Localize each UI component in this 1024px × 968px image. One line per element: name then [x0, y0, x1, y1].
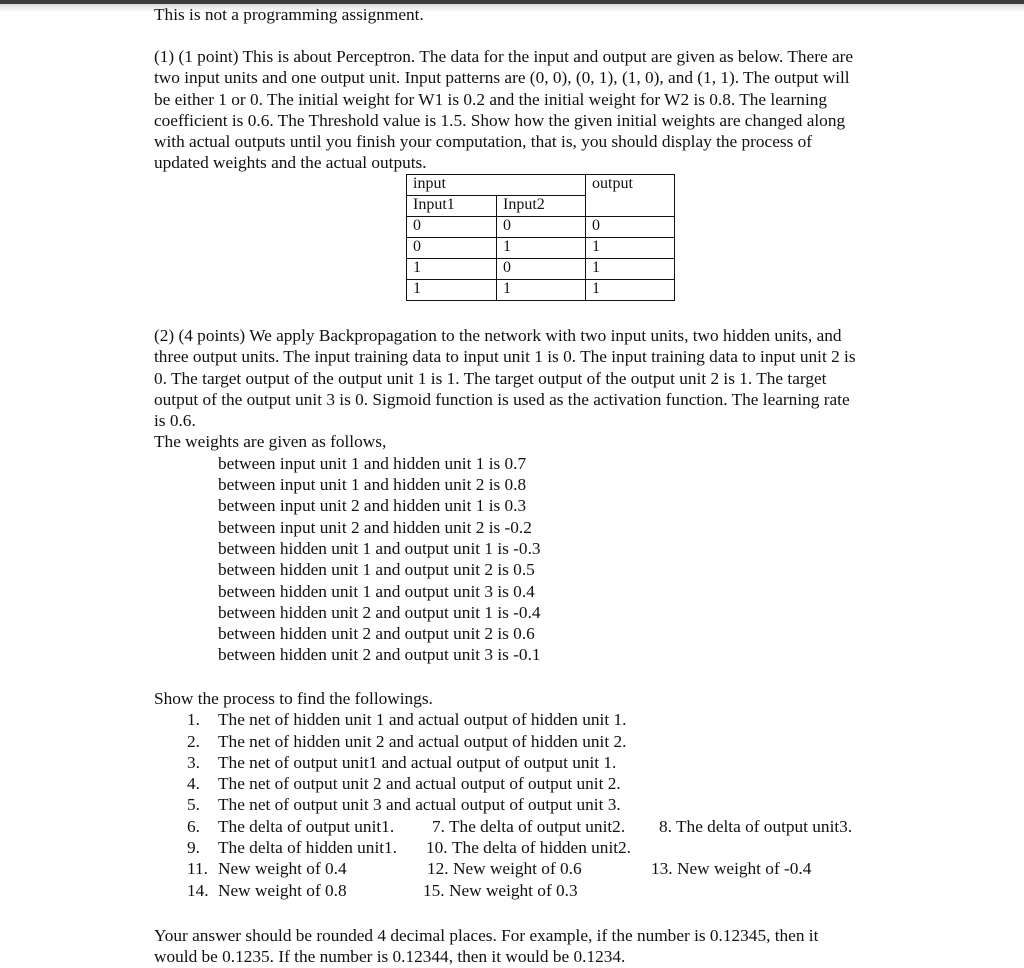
- item-text: The delta of output unit3.: [676, 816, 853, 836]
- weights-list: [154, 453, 914, 666]
- text-line: (1) (1 point) This is about Perceptron. The data for the input and output are given as below. There are: [154, 47, 854, 66]
- title-text: This is not a programming assignment.: [154, 5, 424, 24]
- document-title: [154, 4, 914, 25]
- list-item: [154, 752, 914, 773]
- weight-line: between input unit 2 and hidden unit 1 is 0.3: [218, 496, 527, 516]
- table-row: [407, 259, 675, 280]
- tasks-section: [154, 688, 914, 901]
- header-input1: Input1: [407, 196, 497, 217]
- item-text: The net of output unit 2 and actual output of output unit 2.: [218, 774, 621, 794]
- cell: 1: [407, 280, 497, 301]
- item-text: The delta of output unit2.: [449, 816, 626, 836]
- cell: 1: [586, 280, 675, 301]
- cell: 1: [497, 280, 586, 301]
- text-line: be either 1 or 0. The initial weight for W1 is 0.2 and the initial weight for W2 is 0.8. The learning: [154, 89, 828, 109]
- item-text: The delta of hidden unit1.: [218, 838, 398, 858]
- text-line: coefficient is 0.6. The Threshold value is 1.5. Show how the given initial weights are changed along: [154, 110, 846, 130]
- item-number: 13.: [651, 859, 673, 879]
- tasks-intro: Show the process to find the followings.: [154, 689, 433, 708]
- rounding-instructions: [154, 925, 914, 968]
- item-text: New weight of -0.4: [677, 859, 812, 879]
- header-output: output: [586, 175, 675, 217]
- text-line: would be 0.1235. If the number is 0.12344, then it would be 0.1234.: [154, 947, 626, 967]
- weight-line: between input unit 1 and hidden unit 1 is 0.7: [218, 453, 527, 473]
- cell: 1: [586, 238, 675, 259]
- item-text: New weight of 0.8: [218, 880, 347, 900]
- item-number: 8.: [659, 816, 672, 836]
- item-text: The delta of hidden unit2.: [452, 838, 632, 858]
- cell: 1: [497, 238, 586, 259]
- question-2-text: [154, 325, 914, 666]
- item-number: 6.: [187, 816, 200, 836]
- item-text: The delta of output unit1.: [218, 816, 395, 836]
- list-item: [154, 837, 914, 858]
- item-number: 2.: [187, 731, 200, 751]
- item-number: 12.: [427, 859, 449, 879]
- item-text: New weight of 0.3: [449, 880, 578, 900]
- weight-line: between hidden unit 2 and output unit 1 is -0.4: [218, 602, 541, 622]
- item-number: 14.: [187, 880, 209, 900]
- item-text: New weight of 0.4: [218, 859, 347, 879]
- cell: 1: [586, 259, 675, 280]
- table-row: [407, 238, 675, 259]
- list-item: [154, 880, 914, 901]
- header-input2: Input2: [497, 196, 586, 217]
- item-number: 11.: [187, 859, 208, 879]
- text-line: output of the output unit 3 is 0. Sigmoid function is used as the activation function. The learning rate: [154, 389, 850, 409]
- weight-line: between input unit 2 and hidden unit 2 is -0.2: [218, 517, 532, 537]
- cell: 0: [497, 259, 586, 280]
- text-line: 0. The target output of the output unit 1 is 1. The target output of the output unit 2 is 1. The target: [154, 368, 827, 388]
- weight-line: between hidden unit 1 and output unit 3 is 0.4: [218, 581, 535, 601]
- item-text: The net of hidden unit 2 and actual output of hidden unit 2.: [218, 731, 627, 751]
- header-input: input: [407, 175, 586, 196]
- text-line: (2) (4 points) We apply Backpropagation to the network with two input units, two hidden units, and: [154, 326, 842, 345]
- table-row: [407, 280, 675, 301]
- perceptron-data-table: [406, 174, 675, 301]
- cell: 1: [407, 259, 497, 280]
- weight-line: between hidden unit 2 and output unit 2 is 0.6: [218, 624, 535, 644]
- weight-line: between hidden unit 1 and output unit 2 is 0.5: [218, 560, 535, 580]
- weight-line: between hidden unit 1 and output unit 1 is -0.3: [218, 538, 541, 558]
- item-text: New weight of 0.6: [453, 859, 582, 879]
- item-text: The net of hidden unit 1 and actual output of hidden unit 1.: [218, 710, 627, 730]
- item-number: 9.: [187, 838, 200, 858]
- text-line: is 0.6.: [154, 411, 196, 431]
- list-item: [154, 731, 914, 752]
- item-number: 7.: [432, 816, 445, 836]
- cell: 0: [407, 217, 497, 238]
- item-number: 10.: [426, 838, 448, 858]
- question-1-text: [154, 46, 914, 174]
- text-line: The weights are given as follows,: [154, 432, 387, 452]
- text-line: updated weights and the actual outputs.: [154, 153, 427, 173]
- weight-line: between input unit 1 and hidden unit 2 is 0.8: [218, 475, 527, 495]
- list-item: [154, 773, 914, 794]
- cell: 0: [407, 238, 497, 259]
- table-row: [407, 217, 675, 238]
- item-number: 5.: [187, 795, 200, 815]
- weight-line: between hidden unit 2 and output unit 3 is -0.1: [218, 645, 541, 665]
- table-header-row: [407, 175, 675, 196]
- text-line: with actual outputs until you finish your computation, that is, you should display the process of: [154, 132, 813, 152]
- text-line: Your answer should be rounded 4 decimal places. For example, if the number is 0.12345, then it: [154, 926, 819, 945]
- list-item: [154, 858, 914, 879]
- list-item: [154, 709, 914, 730]
- item-number: 4.: [187, 774, 200, 794]
- cell: 0: [586, 217, 675, 238]
- list-item: [154, 816, 914, 837]
- text-line: three output units. The input training data to input unit 1 is 0. The input training data to input unit 2 is: [154, 347, 856, 367]
- item-number: 1.: [187, 710, 200, 730]
- cell: 0: [497, 217, 586, 238]
- item-text: The net of output unit 3 and actual output of output unit 3.: [218, 795, 621, 815]
- list-item: [154, 794, 914, 815]
- item-text: The net of output unit1 and actual output of output unit 1.: [218, 752, 617, 772]
- text-line: two input units and one output unit. Input patterns are (0, 0), (0, 1), (1, 0), and (1, 1). The output will: [154, 68, 850, 88]
- item-number: 15.: [423, 880, 445, 900]
- item-number: 3.: [187, 752, 200, 772]
